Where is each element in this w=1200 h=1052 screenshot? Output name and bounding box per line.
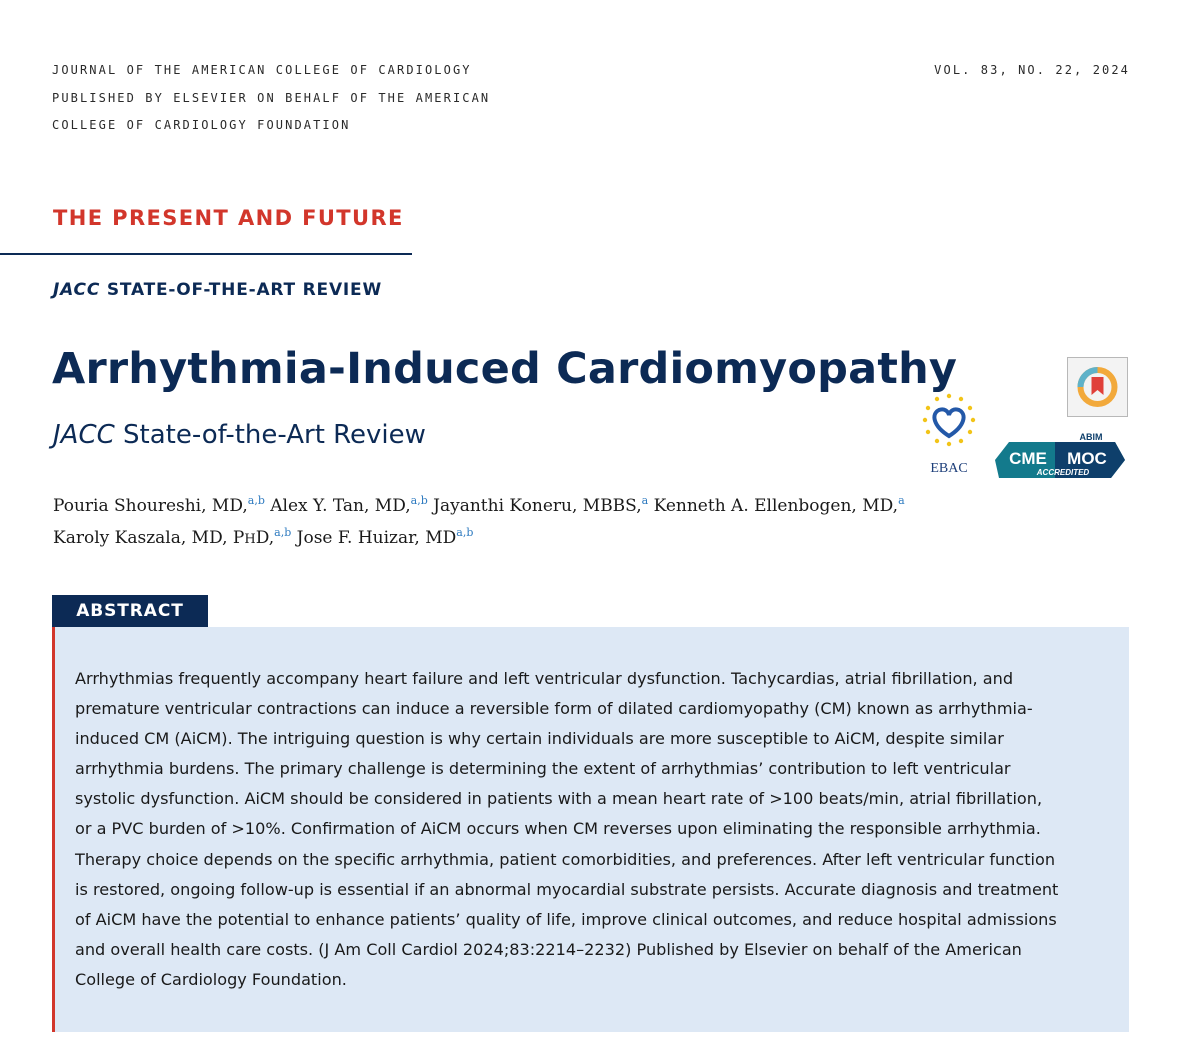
article-type-journal: JACC bbox=[53, 280, 101, 300]
subtitle-journal: JACC bbox=[53, 420, 115, 450]
journal-header-line: JOURNAL OF THE AMERICAN COLLEGE OF CARDIOLOGY bbox=[52, 63, 472, 77]
author-line bbox=[53, 490, 905, 522]
bookmark-icon bbox=[1068, 358, 1127, 416]
abstract-text bbox=[75, 664, 1125, 995]
author-affiliation[interactable]: a bbox=[898, 494, 905, 507]
abstract-line: is restored, ongoing follow-up is essential if an abnormal myocardial substrate persists. Accurate diagnosis and treatment bbox=[75, 879, 1059, 899]
abstract-line: College of Cardiology Foundation. bbox=[75, 969, 347, 989]
abstract-line: systolic dysfunction. AiCM should be considered in patients with a mean heart rate of >100 beats/min, atrial fibrillation, bbox=[75, 789, 1043, 809]
journal-header-line: COLLEGE OF CARDIOLOGY FOUNDATION bbox=[52, 118, 351, 132]
author-name: Alex Y. Tan, MD, bbox=[270, 496, 411, 516]
article-type-label: STATE-OF-THE-ART REVIEW bbox=[106, 280, 383, 300]
abstract-heading: ABSTRACT bbox=[52, 595, 208, 627]
author-affiliation[interactable]: a,b bbox=[274, 526, 292, 539]
abstract-line: premature ventricular contractions can induce a reversible form of dilated cardiomyopathy (CM) known as arrhythmia- bbox=[75, 699, 1033, 719]
journal-header bbox=[52, 57, 490, 140]
bookmark-badge[interactable] bbox=[1067, 357, 1128, 417]
abstract-line: arrhythmia burdens. The primary challenge is determining the extent of arrhythmias’ contribution to left ventricular bbox=[75, 759, 1011, 779]
author-affiliation[interactable]: a,b bbox=[247, 494, 265, 507]
abstract-line: or a PVC burden of >10%. Confirmation of AiCM occurs when CM reverses upon eliminating the responsible arrhythmia. bbox=[75, 819, 1041, 839]
article-type bbox=[53, 280, 382, 300]
abstract-line: Arrhythmias frequently accompany heart failure and left ventricular dysfunction. Tachycardias, atrial fibrillation, and bbox=[75, 669, 1014, 688]
cme-moc-badge bbox=[995, 430, 1125, 480]
author-name: Jose F. Huizar, MD bbox=[296, 528, 457, 548]
abim-label: ABIM bbox=[1079, 432, 1103, 442]
ebac-logo bbox=[915, 390, 983, 480]
author-list bbox=[53, 490, 905, 556]
ebac-label: EBAC bbox=[930, 461, 968, 476]
ebac-badge bbox=[915, 390, 983, 480]
author-name: Karoly Kaszala, MD, PHD, bbox=[53, 528, 275, 548]
subtitle-text: State-of-the-Art Review bbox=[123, 420, 426, 450]
article-subtitle bbox=[53, 420, 426, 450]
cme-moc-logo bbox=[995, 430, 1125, 480]
author-name: Pouria Shoureshi, MD, bbox=[53, 496, 248, 516]
author-affiliation[interactable]: a bbox=[641, 494, 649, 507]
author-name: Jayanthi Koneru, MBBS, bbox=[433, 496, 642, 516]
abstract-line: induced CM (AiCM). The intriguing question is why certain individuals are more susceptible to AiCM, despite similar bbox=[75, 729, 1004, 749]
cme-label: CME bbox=[1009, 449, 1047, 468]
section-label: THE PRESENT AND FUTURE bbox=[53, 206, 404, 230]
abstract-line: Therapy choice depends on the specific arrhythmia, patient comorbidities, and preferences. After left ventricular function bbox=[75, 849, 1056, 869]
author-affiliation[interactable]: a,b bbox=[456, 526, 474, 539]
author-affiliation[interactable]: a,b bbox=[410, 494, 428, 507]
article-title: Arrhythmia-Induced Cardiomyopathy bbox=[52, 344, 958, 394]
heart-icon bbox=[934, 409, 963, 436]
volume-info: VOL. 83, NO. 22, 2024 bbox=[934, 63, 1130, 77]
section-divider bbox=[0, 253, 412, 255]
abstract-line: and overall health care costs. (J Am Coll Cardiol 2024;83:2214–2232) Published by Elsevier on behalf of the American bbox=[75, 939, 1022, 959]
author-line bbox=[53, 522, 905, 556]
author-name: Kenneth A. Ellenbogen, MD, bbox=[653, 496, 899, 516]
journal-header-line: PUBLISHED BY ELSEVIER ON BEHALF OF THE AMERICAN bbox=[52, 90, 491, 105]
abstract-line: of AiCM have the potential to enhance patients’ quality of life, improve clinical outcomes, and reduce hospital admissions bbox=[75, 909, 1057, 929]
moc-label: MOC bbox=[1067, 449, 1107, 468]
accredited-label: ACCREDITED bbox=[1036, 468, 1090, 477]
